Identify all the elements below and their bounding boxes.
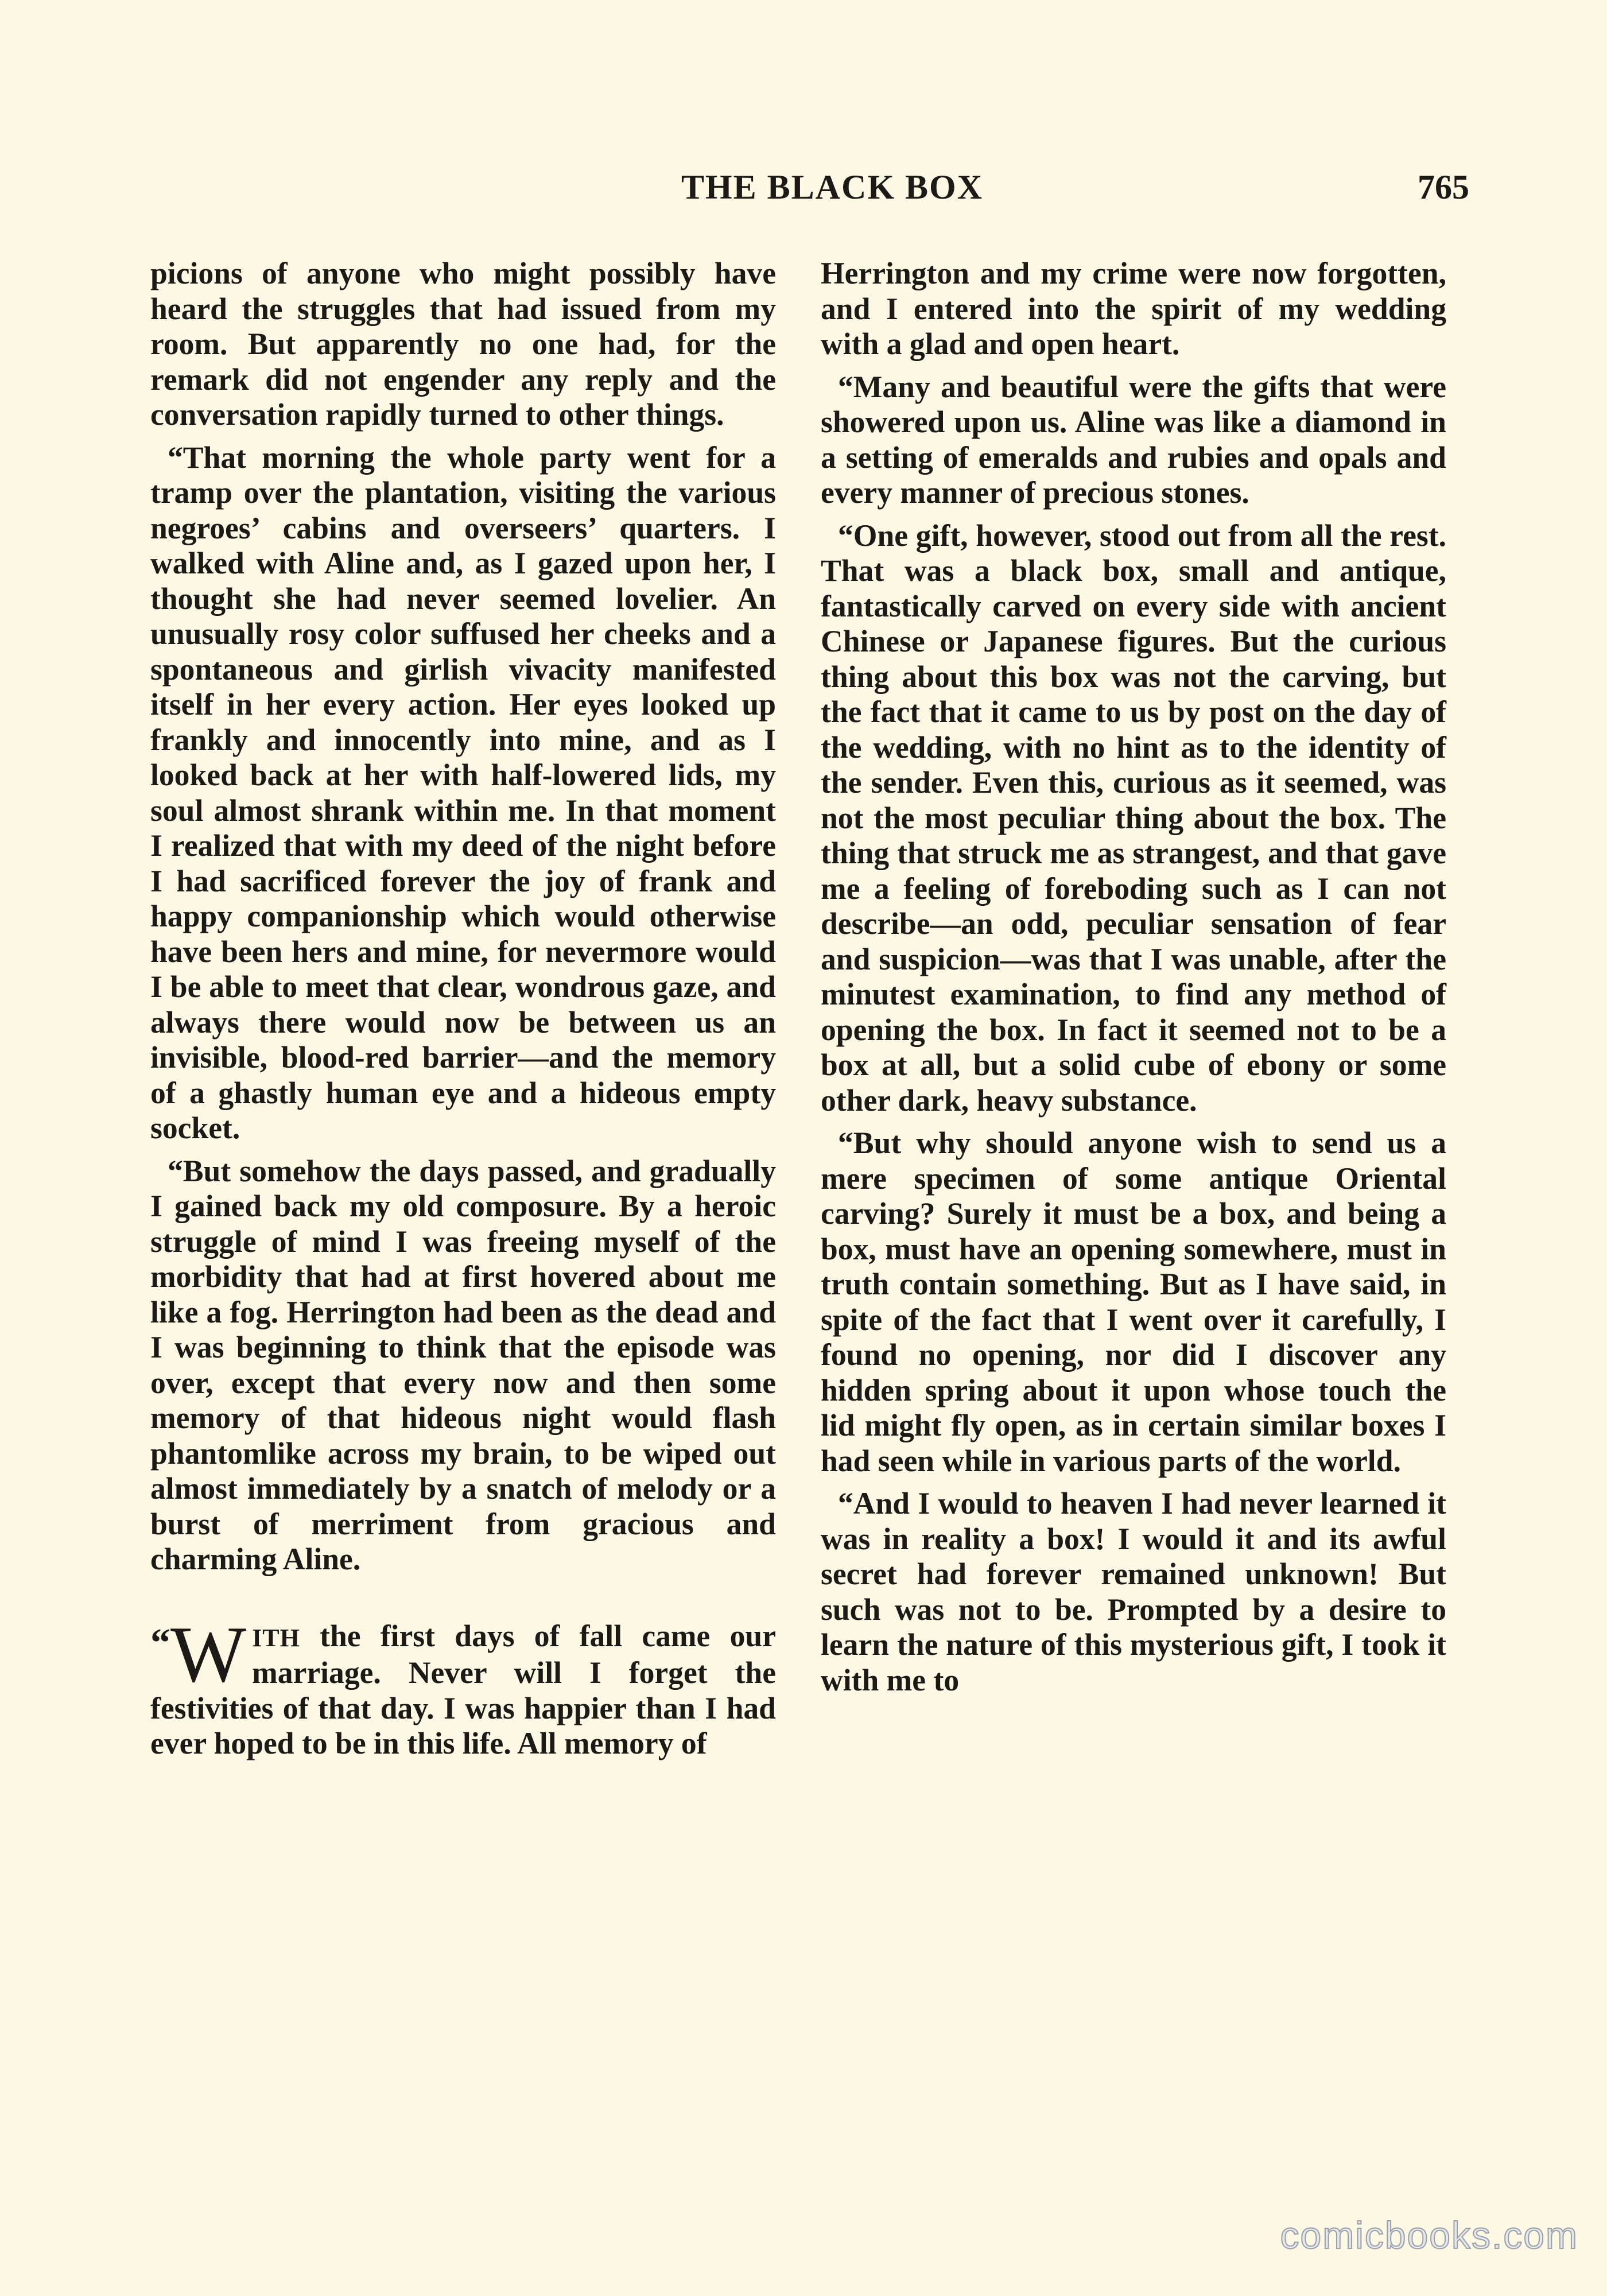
paragraph: “And I would to heaven I had never learned it was in reality a box! I would it and its awful secret had forever remained unknown! But such was not to be. Prompted by a desire to learn the nature of this mysterious gift, I took it with me to bbox=[821, 1486, 1446, 1697]
section-opening-paragraph bbox=[150, 1609, 776, 1762]
page-number: 765 bbox=[1418, 168, 1469, 206]
watermark-text: comicbooks.com bbox=[1280, 2214, 1578, 2256]
paragraph: “That morning the whole party went for a tramp over the plantation, visiting the various negroes’ cabins and overseers’ quarters. I walked with Aline and, as I gazed upon her, I thought she had never seemed lovelier. An unusually rosy color suffused her cheeks and a spontaneous and girlish vivacity manifested itself in her every action. Her eyes looked up frankly and innocently into mine, and as I looked back at her with half-lowered lids, my soul almost shrank within me. In that moment I realized that with my deed of the night before I had sacrificed forever the joy of frank and happy companionship which would otherwise have been hers and mine, for nevermore would I be able to meet that clear, wondrous gaze, and always there would now be between us an invisible, blood-red barrier—and the memory of a ghastly human eye and a hideous empty socket. bbox=[150, 440, 776, 1145]
paragraph: “But somehow the days passed, and gradually I gained back my old composure. By a heroic struggle of mind I was freeing myself of the morbidity that had at first hovered about me like a fog. Herrington had been as the dead and I was beginning to think that the episode was over, except that every now and then some memory of that hideous night would flash phantomlike across my brain, to be wiped out almost immediately by a snatch of melody or a burst of merriment from gracious and charming Aline. bbox=[150, 1153, 776, 1576]
left-column bbox=[150, 256, 776, 1769]
drop-cap-letter: W bbox=[170, 1609, 247, 1699]
running-title: THE BLACK BOX bbox=[681, 168, 984, 206]
paragraph-text: the first days of fall came our marriage. Never will I forget the festivities of that day. I was happier than I had ever hoped to be in this life. All memory of bbox=[150, 1618, 776, 1760]
paragraph: picions of anyone who might possibly have heard the struggles that had issued from my room. But apparently no one had, for the remark did not engender any reply and the conversation rapidly turned to other things. bbox=[150, 256, 776, 432]
paragraph: Herrington and my crime were now forgotten, and I entered into the spirit of my wedding with a glad and open heart. bbox=[821, 256, 1446, 361]
drop-cap bbox=[150, 1609, 247, 1699]
paragraph: “Many and beautiful were the gifts that were showered upon us. Aline was like a diamond in a setting of emeralds and rubies and opals and every manner of precious stones. bbox=[821, 369, 1446, 510]
paragraph: “One gift, however, stood out from all the rest. That was a black box, small and antique, fantastically carved on every side with ancient Chinese or Japanese figures. But the curious thing about this box was not the carving, but the fact that it came to us by post on the day of the wedding, with no hint as to the identity of the sender. Even this, curious as it seemed, was not the most peculiar thing about the box. The thing that struck me as strangest, and that gave me a feeling of foreboding such as I can not describe—an odd, peculiar sensation of fear and suspicion—was that I was unable, after the minutest examination, to find any method of opening the box. In fact it seemed not to be a box at all, but a solid cube of ebony or some other dark, heavy substance. bbox=[821, 518, 1446, 1118]
paragraph: “But why should anyone wish to send us a mere specimen of some antique Oriental carving? Surely it must be a box, and being a box, must have an opening somewhere, must in truth contain something. But as I have said, in spite of the fact that I went over it carefully, I found no opening, nor did I discover any hidden spring about it upon whose touch the lid might fly open, as in certain similar boxes I had seen while in various parts of the world. bbox=[821, 1126, 1446, 1478]
right-column bbox=[821, 256, 1446, 1705]
small-caps-lead: ITH bbox=[252, 1623, 300, 1652]
drop-cap-quote: “ bbox=[150, 1620, 170, 1665]
